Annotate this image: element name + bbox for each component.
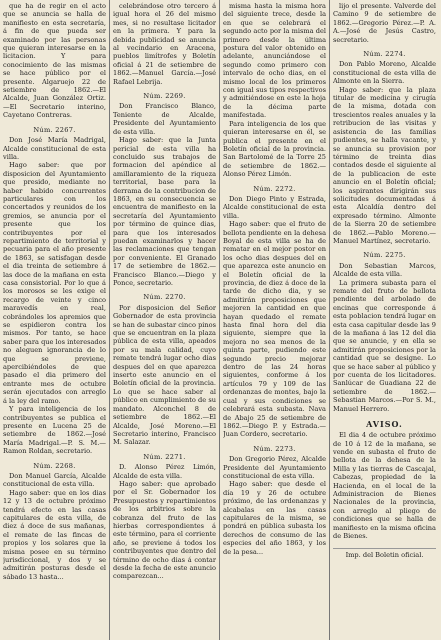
notice-number: Núm. 2269.: [143, 92, 186, 101]
paragraph: Hago saber: que el fruto de bellota pendiente en la dehesa Boyal de esta villa se ha de rematar en el mejor postor en los ocho dias despues del en que aparezca este anuncio en el Boletín oficial de la provincia, de diez á doce de la tarde de dicho dia, y se admitirán proposiciones que mejoren la cantidad en que hayan quedado el remate hasta final hora del dia siguiente, siempre que la mejora no sea menos de la quinta parte, pudiendo este segundo precio mejorar dentro de las 24 horas siguientes, conforme á los artículos 79 y 109 de las ordenanzas de montes, bajo la cual y sus condiciones se celebrará esta subasta. Nava de Abajo 25 de setiembre de 1862.—Diego P. y Estrada.—Juan Cordero, secretario.: [223, 220, 326, 439]
paragraph: La primera subasta para el remate del fruto de bellota pendiente del arbolado de encinas que corresponde á esta poblacion tendrá lugar en esta casa capitular desde las 9 de la mañana á las 12 del dia que se anuncie, y en ella se admitirán proposiciones por la cantidad que se designe. Lo que se hace saber al público y por cuenta de los licitadores. Sanlúcar de Guadiana 22 de setiembre de 1862.—Sebastian Marcos.—Por S. M., Manuel Herrero.: [333, 278, 436, 413]
notice-number: Núm. 2274.: [363, 50, 406, 59]
paragraph: Hago saber: que en los dias 12 y 13 de octubre próximo tendrá efecto en las casas capitulares de esta villa, de diez á doce de sus mañanas, el remate de las fincas de propios y los solares que la misma posee en su término jurisdiccional, y dos y se admitirán posturas desde el sábado 13 hasta...: [3, 488, 106, 581]
notice-official: Don Francisco Blanco, Teniente de Alcalde, Presidente del Ayuntamiento de esta villa.: [113, 102, 216, 136]
notice-official: Don Diego Pinto y Estrada, Alcalde constitucional de esta villa.: [223, 194, 326, 220]
notice-official: D. Alonso Pérez Limón, Alcalde de esta villa.: [113, 463, 216, 480]
notice-number: Núm. 2273.: [253, 444, 296, 453]
notice-number: Núm. 2271.: [143, 452, 186, 461]
printer-imprint: Imp. del Boletin oficial.: [333, 548, 436, 559]
notice-official: Don Pablo Moreno, Alcalde constitucional de esta villa de Almonte en la Sierra.: [333, 60, 436, 86]
paragraph: Y para inteligencia de los contribuyentes se publica el presente en Lucena 25 de setiembre de 1862.—José María Madrigal.—P. S. M.—Ramon Roldan, secretario.: [3, 405, 106, 456]
column-rule: [329, 0, 330, 640]
column-4: [333, 0, 436, 640]
notice-number: Núm. 2272.: [253, 184, 296, 193]
column-1: [3, 0, 106, 640]
notice-number: Núm. 2268.: [33, 461, 76, 470]
notice-official: Don Sebastian Marcos, Alcalde de esta villa.: [333, 261, 436, 279]
notice-number: Núm. 2267.: [33, 125, 76, 134]
paragraph: lijo el presente. Valverde del Camino 9 de setiembre de 1862.—Gregorio Pérez.—P. A. A.—José de Jesús Castro, secretario.: [333, 2, 436, 44]
paragraph: Hago saber: que la plaza titular de medicina y cirugía de la misma, dotada con trescientos reales anuales y la retribucion de las visitas y asistencia de las familias pudientes, se halla vacante, y se anuncia su provision por término de treinta dias contados desde el siguiente al de la publicacion de este anuncio en el Boletín oficial; los aspirantes dirigirán sus solicitudes documentadas á esta Alcaldía dentro del expresado término. Almonte de la Sierra 20 de setiembre de 1862.—Pablo Moreno.—Manuel Martínez, secretario.: [333, 85, 436, 245]
paragraph: Hago saber: que desde el día 19 y 26 de octubre próximo, de las ordenanzas y alcabalas en las casas capitulares de la misma, se pondrá en pública subasta los derechos de consumo de las especies del año 1863, y los de la pesa...: [223, 480, 326, 556]
paragraph: celebrándose otro tercero á igual hora el 26 del mismo mes, si no resultase licitador en la primera. Y para la debida publicidad se anuncia al vecindario en Aracena, pueblos limítrofes y Boletín oficial á 21 de setiembre de 1862.—Manuel García.—José Rafael Lebrija.: [113, 2, 216, 86]
aviso-heading: AVISO.: [366, 419, 403, 430]
notice-official: Don Gregorio Pérez, Alcalde Presidente del Ayuntamiento constitucional de esta villa.: [223, 455, 326, 480]
column-3: [223, 0, 326, 640]
paragraph: Para inteligencia de los que quieran interesarse en él, se publica el presente en el Boletín oficial de la provincia. San Bartolomé de la Torre 25 de setiembre de 1862.—Alonso Pérez Limón.: [223, 119, 326, 179]
notice-number: Núm. 2275.: [363, 251, 406, 260]
column-rule: [109, 0, 110, 640]
aviso-text: El dia 4 de octubre próximo de 10 á 12 de la mañana, se vende en subasta el fruto de bellota de la dehesa de la Milla y las tierras de Cascajal, Cabezas, propiedad de la Hacienda, en el local de la Administracion de Bienes Nacionales de la provincia, con arreglo al pliego de condiciones que se halla de manifiesto en la misma oficina de Bienes.: [333, 431, 436, 540]
column-rule: [219, 0, 220, 640]
notice-official: Don José María Madrigal, Alcalde constitucional de esta villa.: [3, 136, 106, 161]
column-2: [113, 0, 216, 640]
notice-number: Núm. 2270.: [143, 293, 186, 302]
paragraph: Hago saber: que la Junta pericial de esta villa ha concluido sus trabajos de formacion del apéndice al amillaramiento de la riqueza territorial, base para la derrama de la contribucion de 1863, en su consecuencia se encuentra de manifiesto en la secretaría del Ayuntamiento por término de quince dias, para que los interesados puedan examinarlos y hacer las reclamaciones que tengan por conveniente. El Granado 17 de setiembre de 1862.—Francisco Blanco.—Diego y Ponce, secretario.: [113, 136, 216, 287]
paragraph: Hago saber: que por disposicion del Ayuntamiento que presido, mediante no haber habido concurrentes particulares con los concertados y reunidos de los gremios, se anuncia por el presente que los contribuyentes por el repartimiento de territorial y pecuaria para el año presente de 1863, se satisfagan desde el dia treinta de setiembre á las doce de la mañana en esta casa consistorial. Por lo que á los morosos se les exige el recargo de veinte y cinco maravedís en real, cobrándoles los apremios que se espidieron contra los mismos. Por tanto, se hace saber para que los interesados no aleguen ignorancia de lo que se previene, apercibiéndoles de que pasado el dia primero del entrante mes de octubre serán ejecutados con arreglo á la ley del ramo.: [3, 161, 106, 405]
notice-official: Don Manuel García, Alcalde constitucional de esta villa.: [3, 471, 106, 489]
paragraph: misma hasta la misma hora del siguiente trece, desde la en que se celebrará el segundo acto por la misma del primero desde la última postura del valor obtenido en adelante, anunciándose el segundo como primero con intervalo de ocho dias, en el mismo local de los primeros con igual sus tipos respectivos y admitiéndose en este la hoja de la décima parte manifestada.: [223, 2, 326, 120]
paragraph: Por disposicion del Señor Gobernador de esta provincia se han de subastar cinco pinos que se encuentran en la plaza pública de esta villa, apeados por su mala calidad, cuyo remate tendrá lugar ocho dias despues del en que aparezca inserto este anuncio en el Boletín oficial de la provincia. Lo que se hace saber al público en cumplimiento de su mandato. Alconchel 8 de setiembre de 1862.—El Alcalde, José Moreno.—El Secretario interino, Francisco M. Salazar.: [113, 303, 216, 447]
paragraph: Hago saber: que aprobado por el Sr. Gobernador los Presupuestos y repartimientos de los arbitrios sobre la cobranza del fruto de las hierbas correspondientes á este término, para el corriente año, se previene á todos los contribuyentes que dentro del término de ocho dias á contar desde la fecha de este anuncio comparezcan...: [113, 479, 216, 581]
paragraph: que ha de regir en el acto que se anuncia se halla de manifiesto en esta secretaría, á fin de que pueda ser examinado por las personas que quieran interesarse en la licitacion. Y para conocimiento de las mismas se hace público por el presente. Algaruejo 22 de setiembre de 1862.—El Alcalde, Juan González Ortiz.—El Secretario interino, Cayetano Contreras.: [3, 2, 106, 120]
